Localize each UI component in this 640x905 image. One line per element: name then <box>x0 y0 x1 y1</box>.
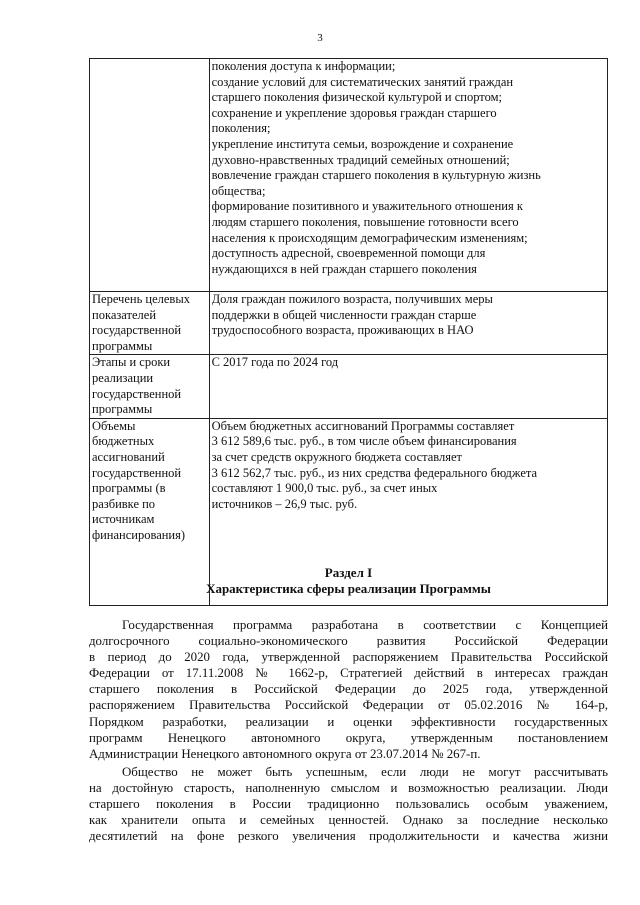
value-line: формирование позитивного и уважительного отношения к <box>211 199 523 214</box>
value-line: составляют 1 900,0 тыс. руб., за счет иных <box>211 481 438 496</box>
label-line: программы <box>92 338 153 353</box>
row-label <box>90 59 210 292</box>
paragraph-line: Федерации от 17.11.2008 № 1662-р, Стратегией действий в интересах граждан <box>89 666 608 681</box>
row-value <box>209 355 607 418</box>
value-line: поддержки в общей численности граждан старше <box>211 307 477 322</box>
section-number: Раздел I <box>324 565 373 580</box>
value-line: нуждающихся в ней граждан старшего поколения <box>211 261 477 276</box>
paragraph-line: в период до 2020 года, утвержденной распоряжением Правительства Российской <box>89 650 608 665</box>
value-line: укрепление института семьи, возрождение и сохранение <box>211 136 514 151</box>
value-line: Объем бюджетных ассигнований Программы составляет <box>211 418 515 433</box>
label-line: государственной <box>92 323 182 338</box>
paragraph-line: Администрации Ненецкого автономного округа от 23.07.2014 № 267-п. <box>89 746 481 761</box>
label-line: показателей <box>92 307 157 322</box>
value-line: доступность адресной, своевременной помощи для <box>211 246 486 261</box>
table-row <box>90 292 608 355</box>
paragraph-line: долгосрочного социально-экономического развития Российской Федерации <box>89 634 608 649</box>
label-line: источникам <box>92 512 155 527</box>
label-line: государственной <box>92 386 182 401</box>
paragraph-line: программ Ненецкого автономного округа, утвержденным постановлением <box>89 730 608 745</box>
section-title: Характеристика сферы реализации Программы <box>206 581 491 596</box>
paragraph <box>89 764 608 844</box>
value-line: сохранение и укрепление здоровья граждан старшего <box>211 105 497 120</box>
paragraph-line: Государственная программа разработана в соответствии с Концепцией <box>122 618 608 632</box>
value-line: духовно-нравственных традиций семейных отношений; <box>211 152 510 167</box>
value-line: за счет средств окружного бюджета составляет <box>211 449 463 464</box>
value-line: старшего поколения физической культурой и спортом; <box>211 90 503 105</box>
value-line: создание условий для систематических занятий граждан <box>211 74 514 89</box>
row-label <box>90 292 210 355</box>
label-line: программы <box>92 402 153 417</box>
row-value <box>209 292 607 355</box>
program-passport-table <box>89 58 608 606</box>
paragraph-line: старшего поколения в России традиционно пользовались особым уважением, <box>89 797 608 812</box>
label-line: программы (в <box>92 481 166 496</box>
value-line: источников – 26,9 тыс. руб. <box>211 496 358 511</box>
row-label <box>90 355 210 418</box>
paragraph-line: на достойную старость, наполненную смыслом и возможностью реализации. Люди <box>89 780 608 795</box>
paragraph-line: распоряжением Правительства Российской Федерации от 05.02.2016 № 164-р, <box>89 698 608 713</box>
value-line: поколения; <box>211 121 271 136</box>
label-line: Перечень целевых <box>92 292 190 306</box>
value-line: Доля граждан пожилого возраста, получивших меры <box>211 292 493 306</box>
label-line: разбивке по <box>92 496 156 511</box>
value-line: 3 612 562,7 тыс. руб., из них средства федерального бюджета <box>211 465 538 480</box>
paragraph-line: старшего поколения в Российской Федерации до 2025 года, утвержденной <box>89 682 608 697</box>
table-row <box>90 59 608 292</box>
paragraph-line: Общество не может быть успешным, если люди не могут рассчитывать <box>122 764 608 779</box>
body-text <box>89 617 608 846</box>
table-row <box>90 355 608 418</box>
row-value <box>209 59 607 292</box>
label-line: финансирования) <box>92 527 186 542</box>
value-line: поколения доступа к информации; <box>211 59 396 73</box>
section-heading <box>89 565 608 597</box>
label-line: ассигнований <box>92 449 165 464</box>
label-line: реализации <box>92 370 154 385</box>
label-line: Объемы <box>92 418 136 433</box>
paragraph <box>89 617 608 762</box>
value-line: 3 612 589,6 тыс. руб., в том числе объем финансирования <box>211 434 517 449</box>
value-line: общества; <box>211 183 266 198</box>
paragraph-line: десятилетий на фоне резкого увеличения продолжительности и качества жизни <box>89 829 608 844</box>
paragraph-line: как хранители опыта и семейных ценностей. Однако за последние несколько <box>89 813 608 828</box>
label-line: бюджетных <box>92 434 155 449</box>
page-number: 3 <box>317 32 323 44</box>
value-line: С 2017 года по 2024 год <box>211 355 339 370</box>
value-line: вовлечение граждан старшего поколения в культурную жизнь <box>211 168 541 183</box>
label-line: Этапы и сроки <box>92 355 171 370</box>
paragraph-line: Порядком разработки, реализации и оценки эффективности государственных <box>89 714 608 729</box>
value-line: трудоспособного возраста, проживающих в НАО <box>211 323 474 338</box>
value-line: населения к происходящим демографическим изменениям; <box>211 230 528 245</box>
label-line: государственной <box>92 465 182 480</box>
value-line: людям старшего поколения, повышение готовности всего <box>211 214 519 229</box>
